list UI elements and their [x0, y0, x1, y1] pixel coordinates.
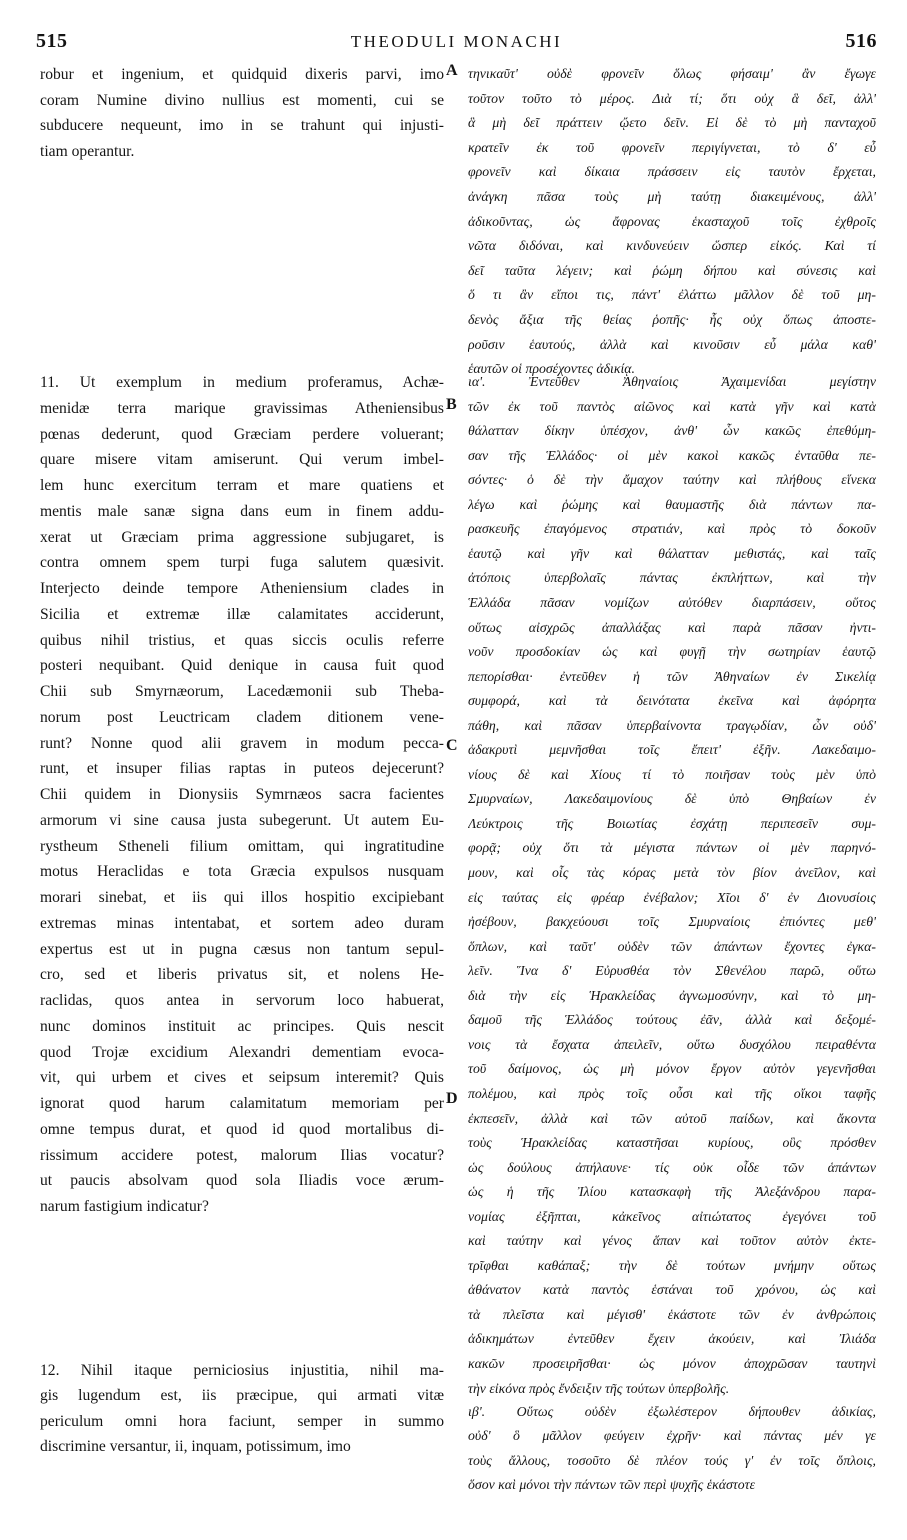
greek-text-line: οὐδ' ὃ μᾶλλον φεύγειν ἐχρῆν· καὶ πάντας μέν γε [468, 1428, 876, 1444]
greek-text-line: σόντες· ὁ δὲ τὴν ἄμαχον ταύτην καὶ πλήθους εἵνεκα [468, 472, 876, 488]
greek-text-line: τὰ πλεῖστα καὶ μέγισθ' ἑκάστοτε τῶν ἐν ἀνθρώποις [468, 1306, 876, 1322]
running-title: THEODULI MONACHI [350, 32, 563, 51]
greek-text-line: ἃ μὴ δεῖ πράττειν ᾤετο δεῖν. Εἰ δὲ τὸ μὴ πανταχοῦ [468, 115, 876, 131]
greek-text-line: νομίας ἐξῆπται, κἀκεῖνος αἰτιώτατος ἐγεγόνει τοῦ [468, 1208, 876, 1224]
latin-text-line: armorum vi sine causa justa subegerunt. Ut autem Eu- [40, 811, 444, 829]
greek-text-line: Ἑλλάδα πᾶσαν νομίζων αὐτόθεν διαρπάσειν, οὕτος [468, 594, 876, 610]
greek-text-line: ἑαυτῶν οἱ προσέχοντες ἀδικίᾳ. [468, 361, 635, 377]
page-number-right: 516 [845, 30, 877, 52]
latin-text-line: Interjecto deinde tempore Atheniensium clades in [40, 580, 444, 597]
latin-text-line: extremas minas intentabat, et sortem adeo duram [40, 914, 444, 932]
greek-text-line: δαμοῦ τῆς Ἑλλάδος τούτους ἐᾶν, ἀλλὰ καὶ δεξομέ- [468, 1012, 876, 1028]
latin-text-line: narum fastigium indicatur? [40, 1198, 209, 1215]
latin-text-line: runt? Nonne quod alii gravem in modum pecca- [40, 734, 444, 752]
greek-text-line: τὴν εἰκόνα πρὸς ἔνδειξιν τῆς τούτων ὑπερβολῆς. [468, 1380, 730, 1396]
greek-text-line: ἀδικημάτων ἐντεῦθεν ἔχειν ἀκούειν, καὶ Ἰλιάδα [468, 1331, 876, 1347]
latin-text-line: gis lugendum est, iis præcipue, qui armati vitæ [40, 1387, 444, 1405]
latin-text-line: menidæ terra marique gravissimas Atheniensibus [40, 399, 444, 417]
greek-text-line: τρῖφθαι καθάπαξ; τὴν δὲ τούτων μνήμην οὕτως [468, 1257, 876, 1273]
latin-text-line: posteri nequibant. Quid denique in causa fuit quod [40, 657, 444, 675]
greek-text-line: τοὺς ἄλλους, τοσοῦτο δὲ πλέον τούς γ' ἐν τοῖς ὅπλοις, [468, 1452, 876, 1468]
latin-text-line: cro, sed et liberis privatus sit, et nolens He- [40, 966, 444, 984]
greek-text-line: ὡς δούλους ἀπήλαυνε· τίς οὐκ οἶδε τῶν ἁπάντων [468, 1159, 876, 1175]
greek-text-line: οὕτως αἰσχρῶς ἀπαλλάξας καὶ παρὰ πᾶσαν ἠντι- [468, 619, 876, 635]
greek-text-line: ἀθάνατον κατὰ παντὸς ἑστάναι τοῦ χρόνου, ὡς καὶ [468, 1282, 876, 1298]
greek-text-line: ὡς ἡ τῆς Ἰλίου κατασκαφὴ τῆς Ἀλεξάνδρου παρα- [468, 1184, 876, 1200]
latin-text-line: periculum omni hora faciunt, semper in summo [40, 1412, 444, 1430]
latin-text-line: subducere nequeunt, imo in se trahunt qui injusti- [40, 117, 444, 135]
greek-text-line: δεῖ ταῦτα λέγειν; καὶ ῥώμη δήπου καὶ σύνεσις καὶ [468, 262, 876, 278]
greek-text-line: πεπορίσθαι· ἐντεῦθεν ἡ τῶν Ἀθηναίων ἐν Σικελίᾳ [468, 668, 876, 684]
greek-text-line: Σμυρναίων, Λακεδαιμονίους δὲ ὑπὸ Θηβαίων ἐν [468, 791, 876, 807]
greek-text-line: τῶν ἐκ τοῦ παντὸς αἰῶνος καὶ κατὰ γῆν καὶ κατὰ [468, 398, 876, 414]
greek-text-line: ροῦσιν ἑαυτούς, ἀλλὰ καὶ κινοῦσιν εὖ μάλα καθ' [468, 336, 876, 352]
greek-text-line: ἀνάγκη πᾶσα τοὺς μὴ ταύτῃ διακειμένους, ἀλλ' [468, 189, 876, 204]
greek-text-line: νίους δὲ καὶ Χίους τί τὸ ποιῆσαν τοὺς μὲν ὑπὸ [468, 766, 876, 782]
greek-text-line: ἀδικοῦντας, ὡς ἄφρονας ἑκασταχοῦ τοῖς ἐχθροῖς [468, 213, 876, 229]
page-number-left: 515 [36, 30, 68, 52]
latin-text-line: motus Heraclidas e tota Græcia expulsos nusquam [40, 863, 444, 881]
greek-text-line: ἐκπεσεῖν, ἀλλὰ καὶ τῶν αὐτοῦ παίδων, καὶ ἄκοντα [468, 1110, 876, 1126]
latin-text-line: Sicilia et extremæ illæ calamitates acciderunt, [40, 605, 444, 623]
greek-text-line: κρατεῖν ἐκ τοῦ φρονεῖν περιγίγνεται, τὸ δ' εὖ [468, 139, 876, 155]
latin-text-line: xerat ut Græciam prima aggressione subjugaret, is [40, 528, 444, 546]
greek-text-line: πολέμου, καὶ πρὸς τοῖς οὖσι καὶ τῆς οἴκοι ταφῆς [468, 1085, 876, 1101]
greek-text-line: λέγω καὶ ῥώμης καὶ θαυμαστῆς διὰ πάντων πα- [468, 496, 876, 512]
latin-text-line: expertus est ut in pugna cæsus non tantum sepul- [40, 940, 444, 958]
greek-text-line: ια'. Ἐντεῦθεν Ἀθηναίοις Ἀχαιμενίδαι μεγίστην [468, 374, 876, 389]
latin-text-line: ignorat quod harum calamitatum memoriam per [40, 1095, 444, 1112]
greek-text-line: τηνικαῦτ' οὐδὲ φρονεῖν ὅλως φήσαιμ' ἂν ἔγωγε [468, 66, 876, 81]
greek-text-line: καὶ ταύτην καὶ γένος ἅπαν καὶ τοῦτον αὐτὸν ἐκτε- [468, 1233, 876, 1249]
latin-text-line: raclidas, quos antea in servorum loco habuerat, [40, 992, 444, 1009]
latin-text-line: 12. Nihil itaque perniciosius injustitia, nihil ma- [40, 1362, 444, 1379]
greek-text-line: τοὺς Ἡρακλείδας καταστῆσαι κυρίους, οὓς πρόσθεν [468, 1135, 876, 1151]
greek-text-line: Λεύκτροις τῆς Βοιωτίας ἐσχάτῃ περιπεσεῖν συμ- [468, 815, 876, 831]
latin-text-line: 11. Ut exemplum in medium proferamus, Achæ- [40, 374, 444, 391]
margin-section-letter: C [446, 737, 458, 754]
page-header [36, 30, 877, 56]
latin-text-line: quod Trojæ excidium Alexandri dementiam evoca- [40, 1043, 444, 1061]
greek-text-line: ἀδακρυτὶ μεμνῆσθαι τοῖς ἔπειτ' ἐξῆν. Λακεδαιμο- [468, 742, 876, 758]
margin-section-letter: D [446, 1090, 458, 1107]
latin-text-line: lem hunc exercitum terram et mare quatiens et [40, 477, 444, 494]
latin-text-line: vit, qui urbem et cives et seipsum interemit? Quis [40, 1069, 444, 1087]
greek-text-line: νοῦν προσδοκίαν ὡς καὶ φυγῇ τὴν σωτηρίαν ἑαυτῷ [468, 644, 876, 660]
latin-text-line: ut paucis absolvam quod sola Iliadis voce ærum- [40, 1172, 444, 1190]
greek-text-line: δενὸς ἄξια τῆς θείας ῥοπῆς· ἧς οὐχ ὅπως ἀποστε- [468, 312, 876, 327]
latin-text-line: coram Numine divino nullius est momenti, cui se [40, 91, 444, 109]
greek-text-line: συμφορά, καὶ τὰ δεινότατα ἐκεῖνα καὶ ἀφόρητα [468, 693, 876, 709]
latin-text-line: runt, et insuper filias raptas in puteos dejecerunt? [40, 760, 444, 778]
greek-text-line: θάλατταν δίκην ὑπέσχον, ἀνθ' ὧν κακῶς ἐπεθύμη- [468, 423, 876, 439]
latin-text-line: morari sinebat, et iis qui illos hospitio excipiebant [40, 889, 444, 906]
greek-text-line: λεῖν. Ἵνα δ' Εὐρυσθέα τὸν Σθενέλου παρῶ, οὕτω [468, 963, 876, 979]
greek-text-line: φρονεῖν καὶ δίκαια πράσσειν εἰς ταυτὸν ἔρχεται, [468, 164, 876, 180]
greek-text-line: ἑαυτῷ καὶ γῆν καὶ θάλατταν μεθιστάς, καὶ ταῖς [468, 545, 876, 561]
latin-text-line: quibus nihil tristius, et quas siccis oculis referre [40, 631, 444, 649]
latin-text-line: nunc dominos instituit ac principes. Quis nescit [40, 1017, 444, 1035]
greek-text-line: διὰ τὴν εἰς Ἡρακλείδας ἀγνωμοσύνην, καὶ τὸ μη- [468, 987, 876, 1003]
latin-text-line: rystheum Stheneli filium omittam, qui ingratitudine [40, 837, 444, 855]
latin-text-line: Chii quidem in Dionysiis Symrnæos sacra facientes [40, 786, 444, 803]
greek-text-line: τοῦτον τοῦτο τὸ μέρος. Διὰ τί; ὅτι οὐχ ἃ δεῖ, ἀλλ' [468, 90, 876, 106]
latin-text-line: omne tempus durat, et quod id quod mortalibus di- [40, 1120, 444, 1138]
margin-section-letter: A [446, 62, 458, 79]
latin-text-line: contra omnem spem turpi fuga salutem quæsivit. [40, 554, 444, 572]
greek-text-line: ἀτόποις ὑπερβολαῖς πάντας ἐκπλήττων, καὶ τὴν [468, 570, 876, 586]
greek-text-line: εἰς ταύτας εἰς φρέαρ ἐνέβαλον; Χῖοι δ' ἐν Διονυσίοις [468, 889, 876, 905]
latin-text-line: rissimum accidere potest, malorum Ilias vocatur? [40, 1146, 444, 1164]
latin-text-line: discrimine versantur, ii, inquam, potissimum, imo [40, 1438, 351, 1456]
greek-text-line: ὅ τι ἂν εἴποι τις, πάντ' ἐλάττω μᾶλλον δὲ τοῦ μη- [468, 287, 876, 303]
greek-text-line: νῶτα διδόναι, καὶ κινδυνεύειν ὥσπερ εἰκός. Καὶ τί [468, 238, 876, 254]
latin-text-line: quare misere vitam amiserunt. Qui verum imbel- [40, 451, 444, 469]
greek-text-line: φορᾷ; οὐχ ὅτι τὰ μέγιστα πάντων οἱ μὲν παρηνό- [468, 840, 876, 856]
greek-text-line: ιβ'. Οὕτως οὐδὲν ἐξωλέστερον δήπουθεν ἀδικίας, [468, 1404, 876, 1419]
greek-text-line: νοις τὰ ἔσχατα ἀπειλεῖν, οὕτω δυσχόλου πειραθέντα [468, 1036, 876, 1052]
latin-text-line: tiam operantur. [40, 142, 135, 160]
latin-text-line: robur et ingenium, et quidquid dixeris parvi, imo [40, 66, 444, 83]
margin-section-letter: B [446, 396, 457, 413]
greek-text-line: ὅπλων, καὶ ταῦτ' οὐδὲν τῶν ἁπάντων ἔχοντες ἐγκα- [468, 938, 876, 954]
greek-text-line: μουν, καὶ οἷς τὰς κόρας μετὰ τὸν βίον ἀνεῖλον, καὶ [468, 865, 876, 880]
greek-text-line: ὅσον καὶ μόνοι τὴν πάντων τῶν περὶ ψυχῆς ἑκάστοτε [468, 1476, 756, 1492]
greek-text-line: ἠσέβουν, βακχεύουσι τοῖς Σμυρναίοις ἐπιόντες μεθ' [468, 914, 876, 930]
latin-text-line: Chii sub Smyrnæorum, Lacedæmonii sub Theba- [40, 683, 444, 700]
latin-text-line: norum post Leuctricam cladem ditionem vene- [40, 708, 444, 726]
latin-text-line: pœnas dederunt, quod Græciam perdere voluerant; [40, 425, 444, 443]
greek-text-line: τοῦ δαίμονος, ὡς μὴ μόνον ἔργον αὐτὸν γεγενῆσθαι [468, 1061, 876, 1077]
greek-text-line: ρασκευῆς ἐπαγόμενος στρατιάν, καὶ πρὸς τὸ δοκοῦν [468, 521, 876, 537]
greek-text-line: κακῶν προσειρῆσθαι· ὡς μόνον ἀποχρῶσαν ταυτηνὶ [468, 1356, 876, 1371]
greek-text-line: πάθη, καὶ πᾶσαν ὑπερβαίνοντα τραγῳδίαν, ὧν οὐδ' [468, 717, 876, 733]
greek-text-line: σαν τῆς Ἑλλάδος· οἱ μὲν κακοὶ κακῶς ἐνταῦθα πε- [468, 447, 876, 463]
latin-text-line: mentis male sanæ signa dans eum in finem addu- [40, 502, 444, 520]
